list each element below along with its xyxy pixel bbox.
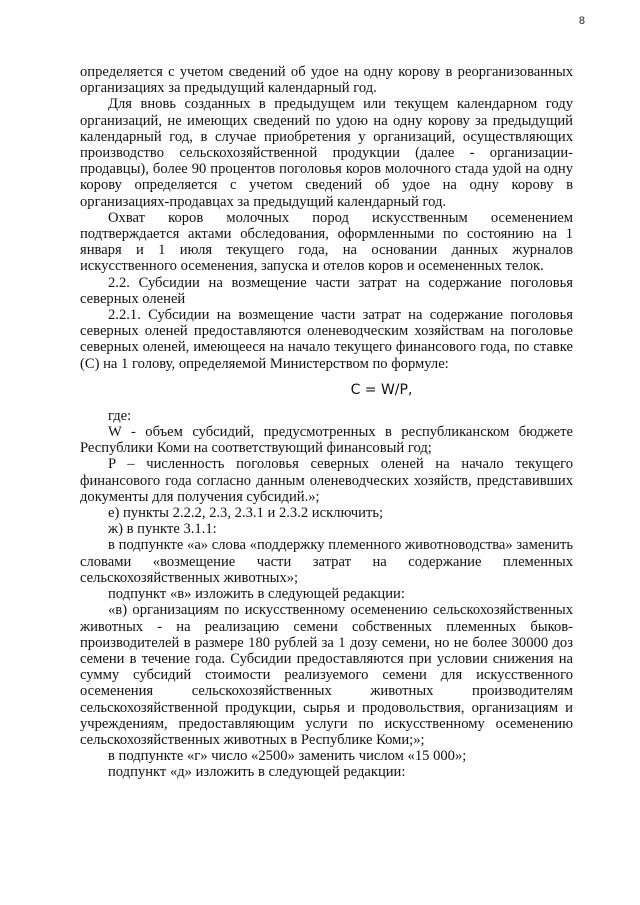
paragraph: где:	[108, 407, 132, 424]
page-body	[80, 64, 573, 781]
paragraph: P – численность поголовья северных оленей на начало текущего финансового года согласно данным оленеводческих хозяйств, представивших документы для получения субсидий.»;	[80, 456, 573, 505]
paragraph: подпункт «в» изложить в следующей редакции:	[108, 586, 405, 603]
paragraph: 2.2.1. Субсидии на возмещение части затрат на содержание поголовья северных оленей предоставляются оленеводческим хозяйствам на поголовье северных оленей, имеющееся на начало текущего финансового года, по ставке (С) на 1 голову, определяемой Министерством по формуле:	[80, 307, 573, 372]
paragraph: «в) организациям по искусственному осеменению сельскохозяйственных животных - на реализацию семени собственных племенных быков-производителей в размере 180 рублей за 1 дозу семени, но не более 30000 доз семени в течение года. Субсидии предоставляются при условии снижения на сумму субсидий стоимости реализуемого семени для искусственного осеменения сельскохозяйственных животных производителям сельскохозяйственной продукции, сырья и продовольствия, организациям и учреждениям, предоставляющим услуги по искусственному осеменению сельскохозяйственных животных в Республике Коми;»;	[80, 602, 573, 748]
section-heading: 2.2. Субсидии на возмещение части затрат на содержание поголовья северных оленей	[80, 274, 573, 307]
paragraph: Охват коров молочных пород искусственным осеменением подтверждается актами обследования, оформленными по состоянию на 1 января и 1 июля текущего года, на основании данных журналов искусственного осеменения, запуска и отелов коров и осемененных телок.	[80, 209, 573, 275]
paragraph: Для вновь созданных в предыдущем или текущем календарном году организаций, не имеющих сведений по удою на одну корову за предыдущий календарный год, в случае приобретения у организаций, осуществляющих производство сельскохозяйственной продукции (далее - организации-продавцы), более 90 процентов поголовья коров молочного стада удой на одну корову определяется с учетом сведений об удое на одну корову в организациях-продавцах за предыдущий календарный год.	[80, 96, 573, 210]
paragraph: подпункт «д» изложить в следующей редакции:	[108, 764, 406, 781]
list-item: ж) в пункте 3.1.1:	[108, 521, 217, 538]
formula: C = W/P,	[350, 381, 413, 398]
paragraph: в подпункте «г» число «2500» заменить числом «15 000»;	[108, 748, 467, 765]
list-item: е) пункты 2.2.2, 2.3, 2.3.1 и 2.3.2 исключить;	[108, 505, 384, 522]
paragraph: определяется с учетом сведений об удое на одну корову в реорганизованных организациях за предыдущий календарный год.	[80, 64, 573, 97]
paragraph: W - объем субсидий, предусмотренных в республиканском бюджете Республики Коми на соответствующий финансовый год;	[80, 424, 573, 457]
page-number: 8	[578, 15, 585, 27]
paragraph: в подпункте «а» слова «поддержку племенного животноводства» заменить словами «возмещение части затрат на содержание племенных сельскохозяйственных животных»;	[80, 537, 573, 586]
